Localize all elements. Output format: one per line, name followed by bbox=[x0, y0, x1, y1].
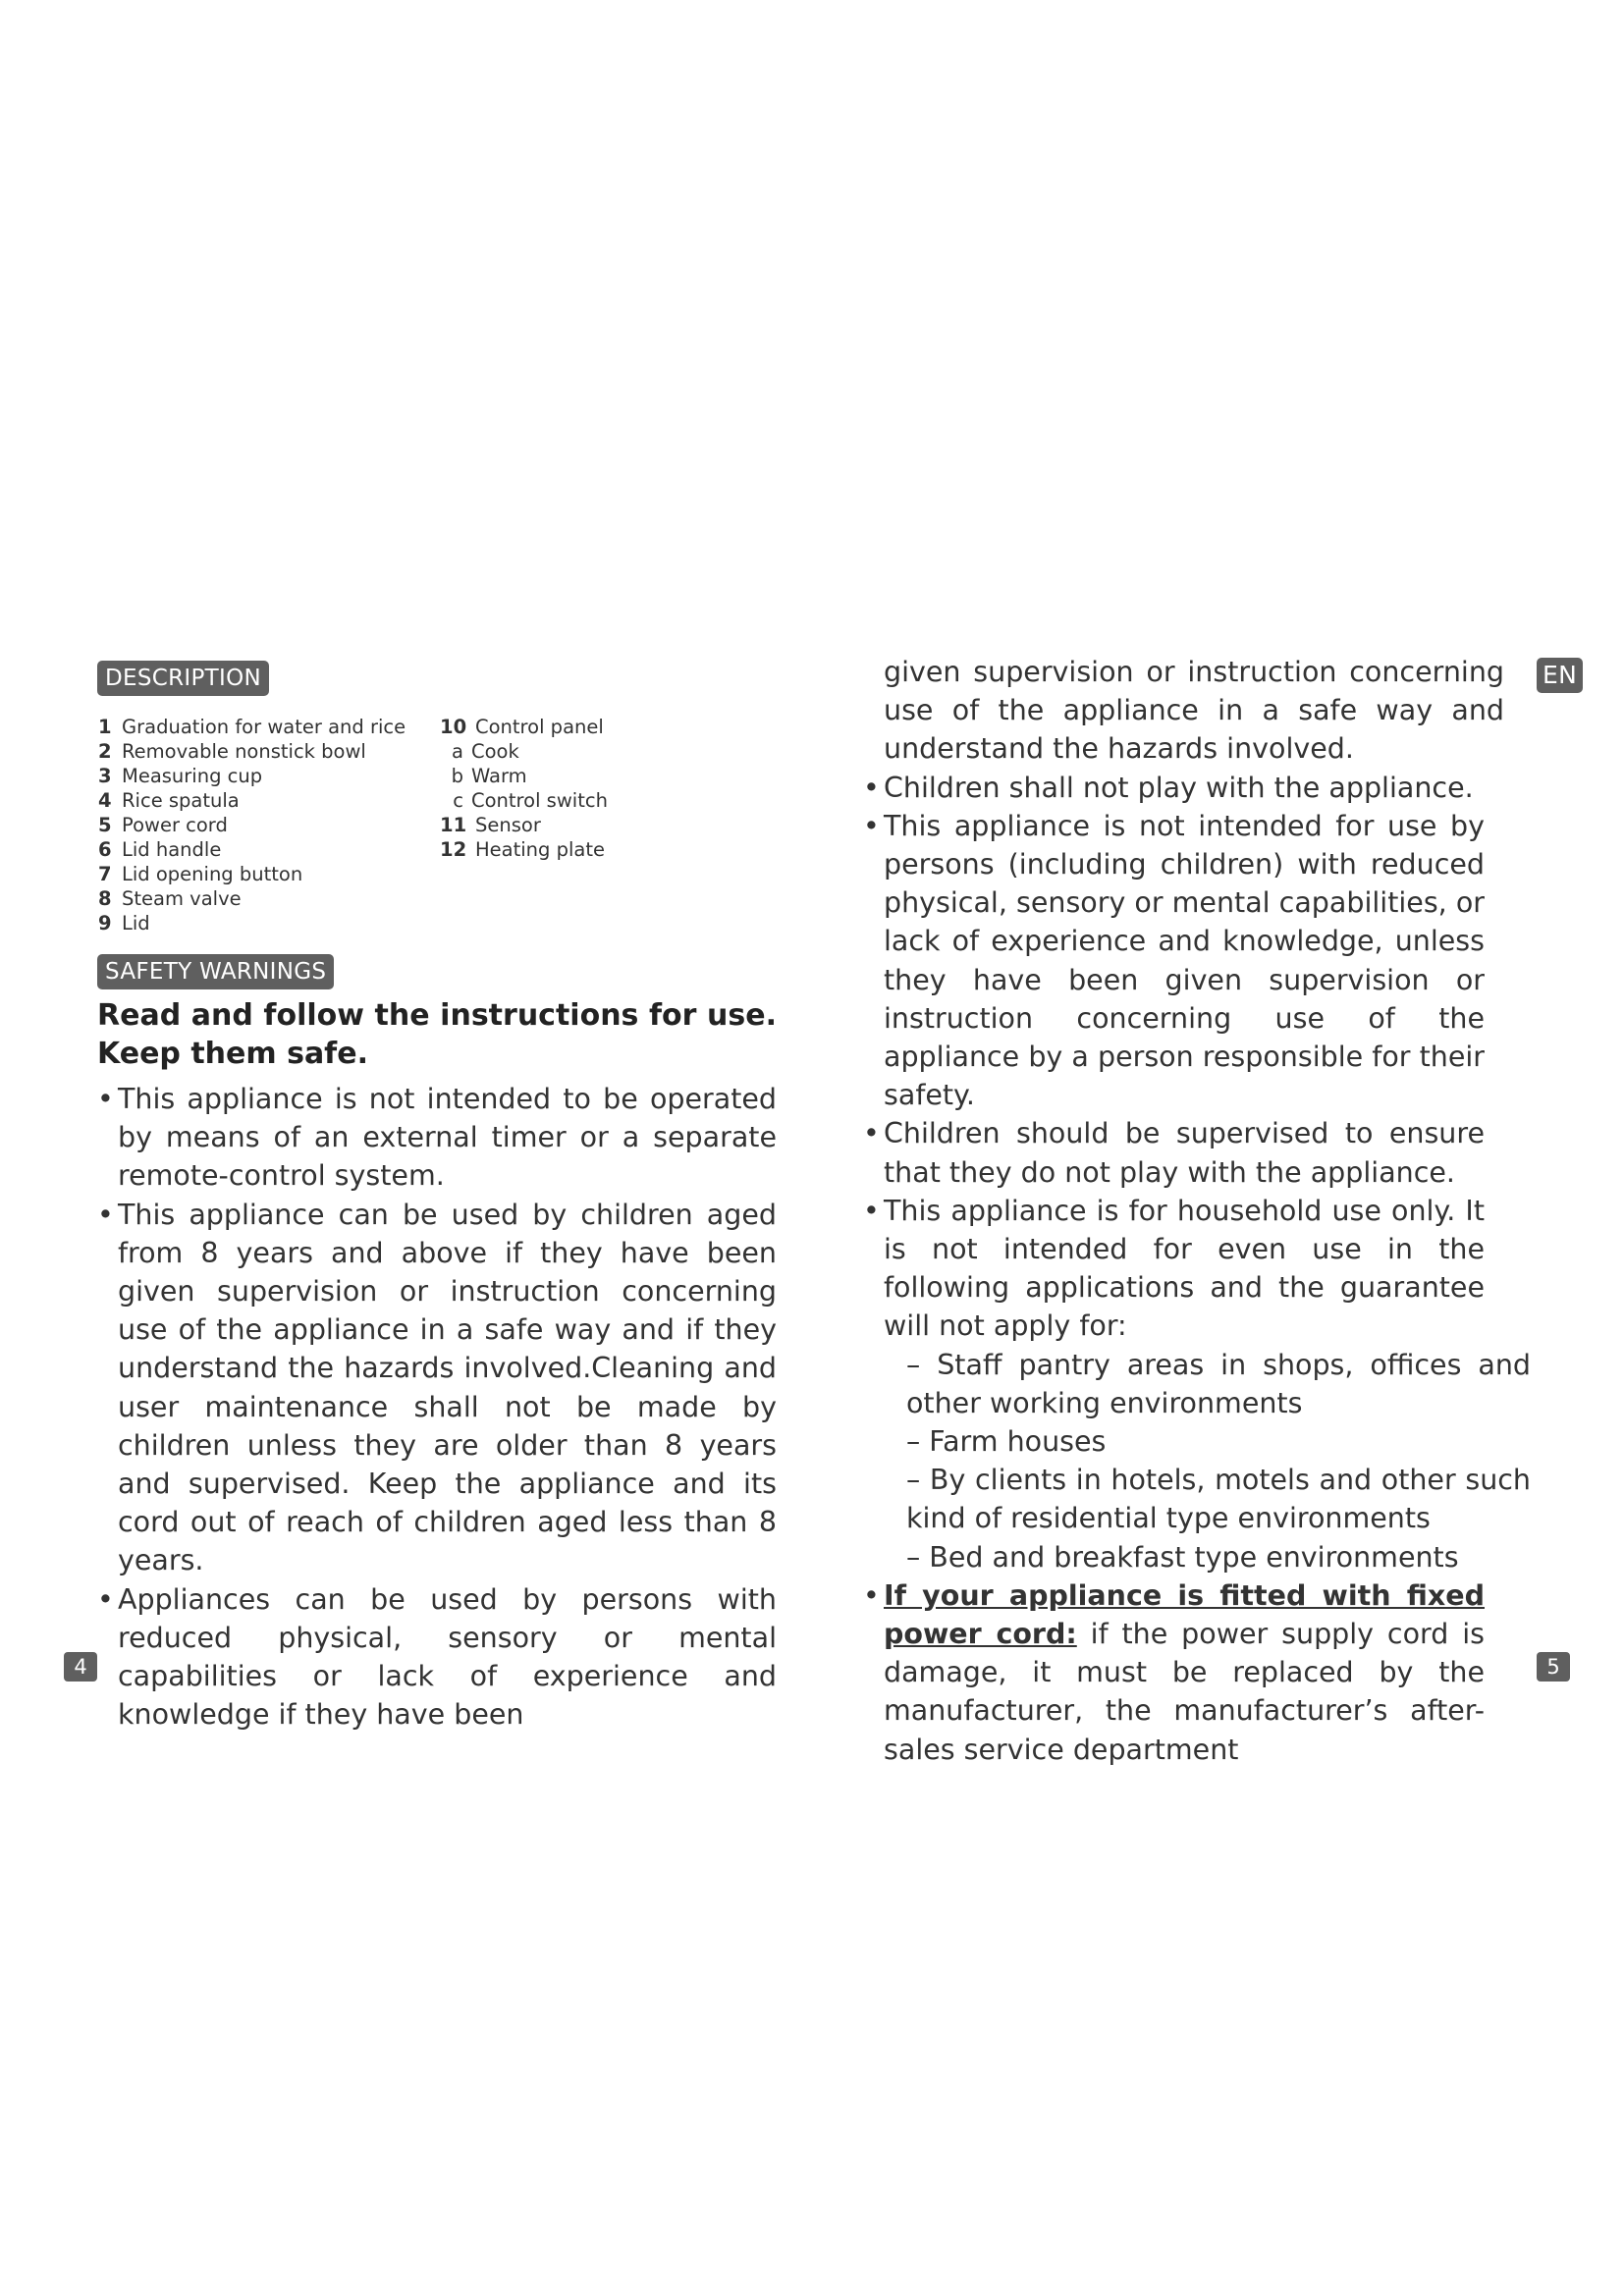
description-item: 2 Removable nonstick bowl bbox=[98, 740, 366, 763]
description-item: 6 Lid handle bbox=[98, 838, 222, 861]
description-item: 4 Rice spatula bbox=[98, 789, 240, 812]
description-item: 7 Lid opening button bbox=[98, 863, 303, 885]
fixed-power-cord-heading: If your appliance is fitted with fixed power cord: bbox=[884, 1578, 1485, 1651]
continuation-text: given supervision or instruction concerning use of the appliance in a safe way and understand the hazards involved. bbox=[884, 656, 1504, 766]
safety-lead-text: Read and follow the instructions for use. Keep them safe. bbox=[97, 998, 777, 1071]
safety-bullet: • This appliance is not intended for use by persons (including children) with reduced physical, sensory or mental capabilities, or lack of experience and knowledge, unless they have been given supervision or instruction concerning use of the appliance by a person responsible for their safety. bbox=[863, 807, 1485, 1115]
description-subitem: c Control switch bbox=[453, 789, 608, 812]
fixed-power-cord-bullet bbox=[863, 1576, 1485, 1769]
safety-bullet: • This appliance can be used by children aged from 8 years and above if they have been given supervision or instruction concerning use of the appliance in a safe way and if they understand the hazards involved.Cleaning and user maintenance shall not be made by children unless they are older than 8 years and supervised. Keep the appliance and its cord out of reach of children aged less than 8 years. bbox=[97, 1196, 777, 1580]
right-bullet-list bbox=[863, 653, 1531, 1769]
safety-bullet: • This appliance is not intended to be operated by means of an external timer or a separate remote-control system. bbox=[97, 1080, 777, 1196]
description-item: 8 Steam valve bbox=[98, 887, 242, 910]
language-badge-en: EN bbox=[1537, 658, 1583, 693]
description-item: 10 Control panel bbox=[440, 716, 604, 738]
dash-item: – Bed and breakfast type environments bbox=[906, 1540, 1459, 1574]
description-item: 3 Measuring cup bbox=[98, 765, 263, 787]
description-subitem: a Cook bbox=[452, 740, 519, 763]
safety-warnings-heading: SAFETY WARNINGS bbox=[97, 954, 334, 989]
safety-bullet: • Appliances can be used by persons with reduced physical, sensory or mental capabilities or lack of experience and knowledge if they have been bbox=[97, 1580, 777, 1735]
dash-item: – Staff pantry areas in shops, offices and other working environments bbox=[906, 1348, 1531, 1419]
dash-item: – By clients in hotels, motels and other such kind of residential type environments bbox=[906, 1464, 1531, 1535]
fixed-power-cord-text: if the power supply cord is damage, it must be replaced by the manufacturer, the manufacturer’s after-sales service department bbox=[884, 1618, 1485, 1766]
description-list-col1 bbox=[98, 715, 406, 935]
description-heading: DESCRIPTION bbox=[97, 661, 269, 696]
left-bullet-list bbox=[97, 1080, 777, 1734]
page-number-right: 5 bbox=[1537, 1652, 1570, 1682]
dash-item: – Farm houses bbox=[906, 1425, 1107, 1459]
safety-bullet: • Children shall not play with the appliance. bbox=[863, 769, 1485, 807]
safety-bullet: • This appliance is for household use only. It is not intended for even use in the following applications and the guarantee will not apply for: bbox=[863, 1192, 1485, 1346]
description-item: 9 Lid bbox=[98, 912, 150, 934]
description-item: 12 Heating plate bbox=[440, 838, 605, 861]
description-item: 1 Graduation for water and rice bbox=[98, 716, 406, 738]
description-list-col2 bbox=[440, 715, 608, 862]
page-number-left: 4 bbox=[64, 1652, 97, 1682]
description-item: 5 Power cord bbox=[98, 814, 228, 836]
description-subitem: b Warm bbox=[451, 765, 527, 787]
description-item: 11 Sensor bbox=[440, 814, 541, 836]
safety-bullet: • Children should be supervised to ensure that they do not play with the appliance. bbox=[863, 1114, 1485, 1191]
